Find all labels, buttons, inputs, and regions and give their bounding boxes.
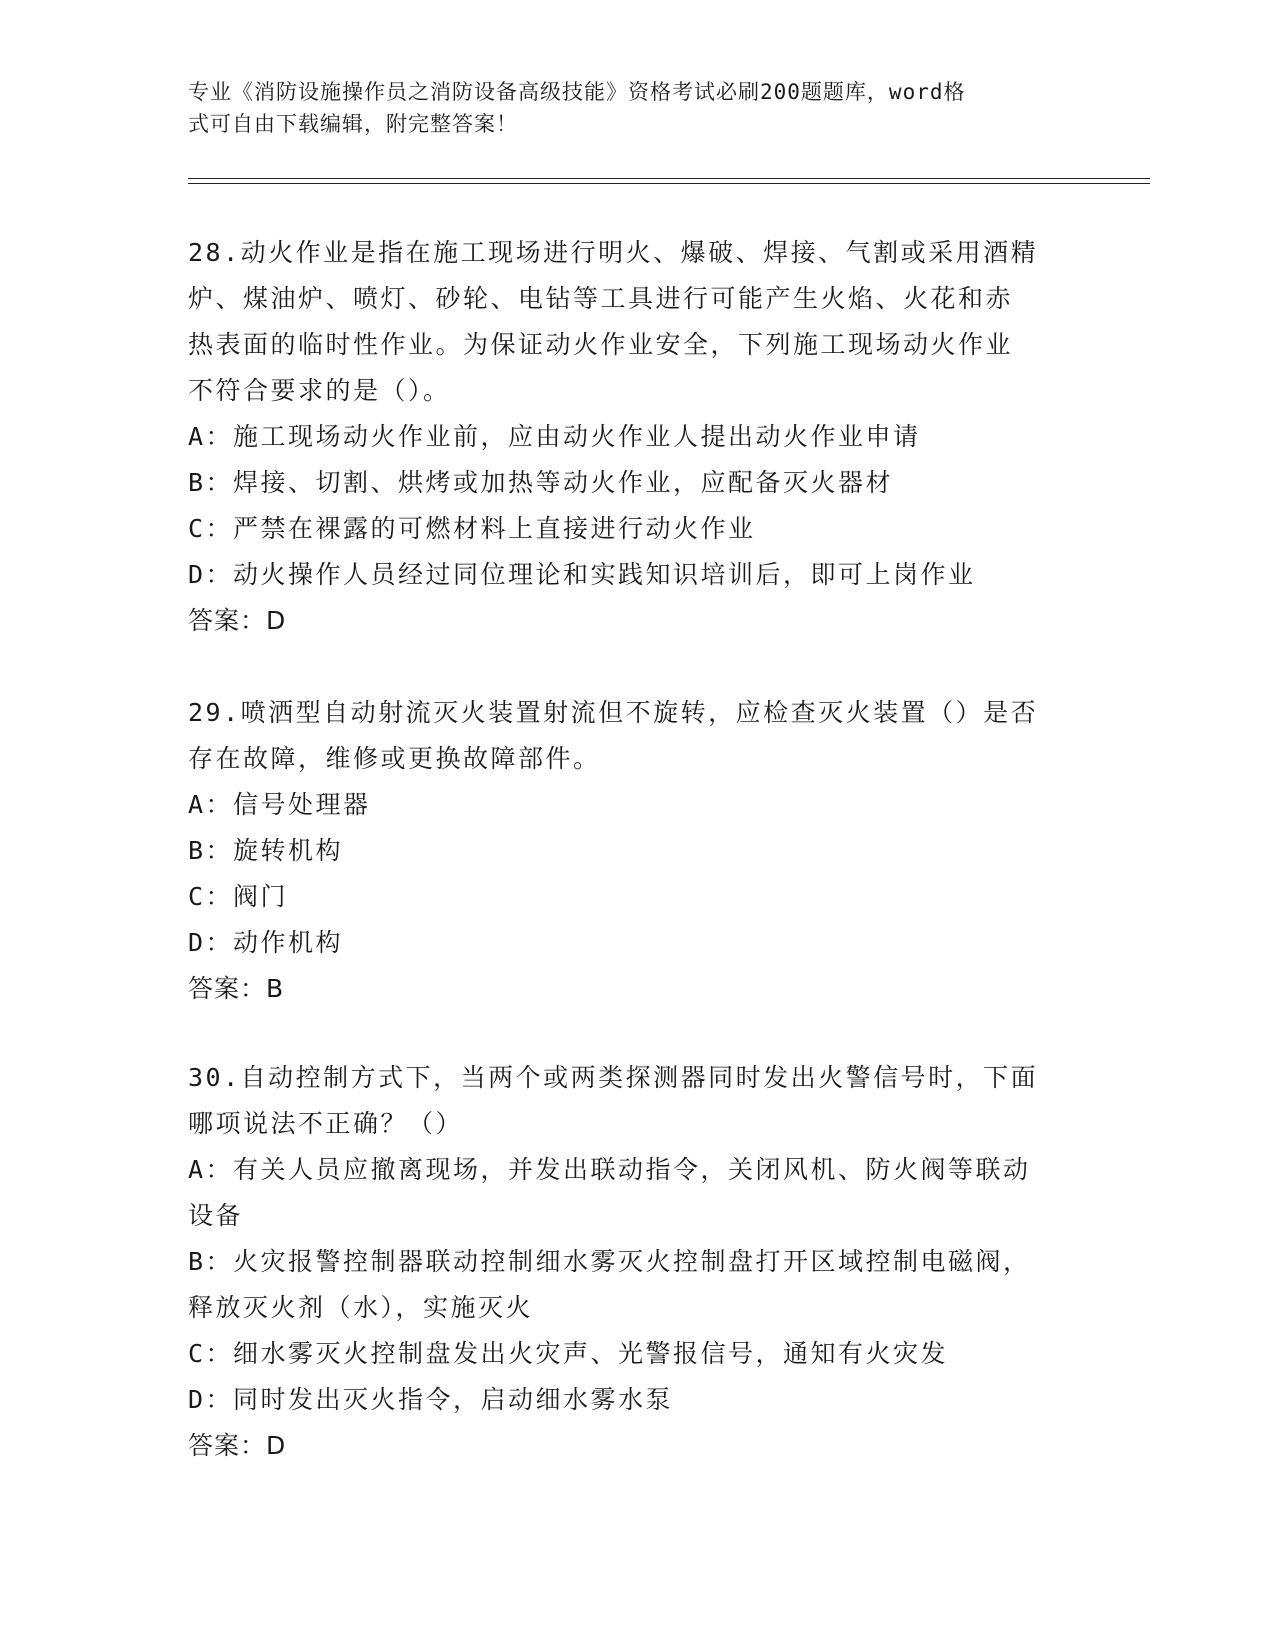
question-stem-line: 热表面的临时性作业。为保证动火作业安全，下列施工现场动火作业 <box>188 330 1014 359</box>
question-stem-line: 不符合要求的是（）。 <box>188 376 451 405</box>
question-stem-line: 存在故障，维修或更换故障部件。 <box>188 744 601 773</box>
header-line: 专业《消防设施操作员之消防设备高级技能》资格考试必刷200题题库，word格 <box>188 80 966 104</box>
option-d: D：动火操作人员经过同位理论和实践知识培训后，即可上岗作业 <box>188 560 976 589</box>
option-a: A：施工现场动火作业前，应由动火作业人提出动火作业申请 <box>188 422 921 451</box>
document-header <box>188 76 1068 140</box>
option-c: C：细水雾灭火控制盘发出火灾声、光警报信号，通知有火灾发 <box>188 1339 949 1368</box>
option-b: B：火灾报警控制器联动控制细水雾灭火控制盘打开区域控制电磁阀， <box>188 1247 1031 1276</box>
answer: 答案：D <box>188 606 287 635</box>
option-d: D：动作机构 <box>188 928 344 957</box>
header-line: 式可自由下载编辑，附完整答案！ <box>188 112 518 136</box>
answer: 答案：D <box>188 1431 287 1460</box>
option-a: A：有关人员应撤离现场，并发出联动指令，关闭风机、防火阀等联动 <box>188 1155 1031 1184</box>
question-28 <box>188 230 1068 644</box>
question-stem-line: 哪项说法不正确？（） <box>188 1109 464 1138</box>
question-stem-line: 炉、煤油炉、喷灯、砂轮、电钻等工具进行可能产生火焰、火花和赤 <box>188 284 1014 313</box>
option-a-continued: 设备 <box>188 1201 244 1230</box>
option-a: A：信号处理器 <box>188 790 371 819</box>
header-divider <box>188 178 1150 179</box>
question-30 <box>188 1055 1068 1469</box>
answer: 答案：B <box>188 974 285 1003</box>
option-b: B：焊接、切割、烘烤或加热等动火作业，应配备灭火器材 <box>188 468 894 497</box>
question-stem-line: 30.自动控制方式下，当两个或两类探测器同时发出火警信号时，下面 <box>188 1063 1039 1092</box>
option-c: C：严禁在裸露的可燃材料上直接进行动火作业 <box>188 514 756 543</box>
option-c: C：阀门 <box>188 882 289 911</box>
header-divider <box>188 183 1150 184</box>
option-b: B：旋转机构 <box>188 836 344 865</box>
question-stem-line: 28.动火作业是指在施工现场进行明火、爆破、焊接、气割或采用酒精 <box>188 238 1039 267</box>
option-d: D：同时发出灭火指令，启动细水雾水泵 <box>188 1385 674 1414</box>
question-stem-line: 29.喷洒型自动射流灭火装置射流但不旋转，应检查灭火装置（）是否 <box>188 698 1039 727</box>
question-29 <box>188 690 1068 1012</box>
option-b-continued: 释放灭火剂（水），实施灭火 <box>188 1293 534 1322</box>
